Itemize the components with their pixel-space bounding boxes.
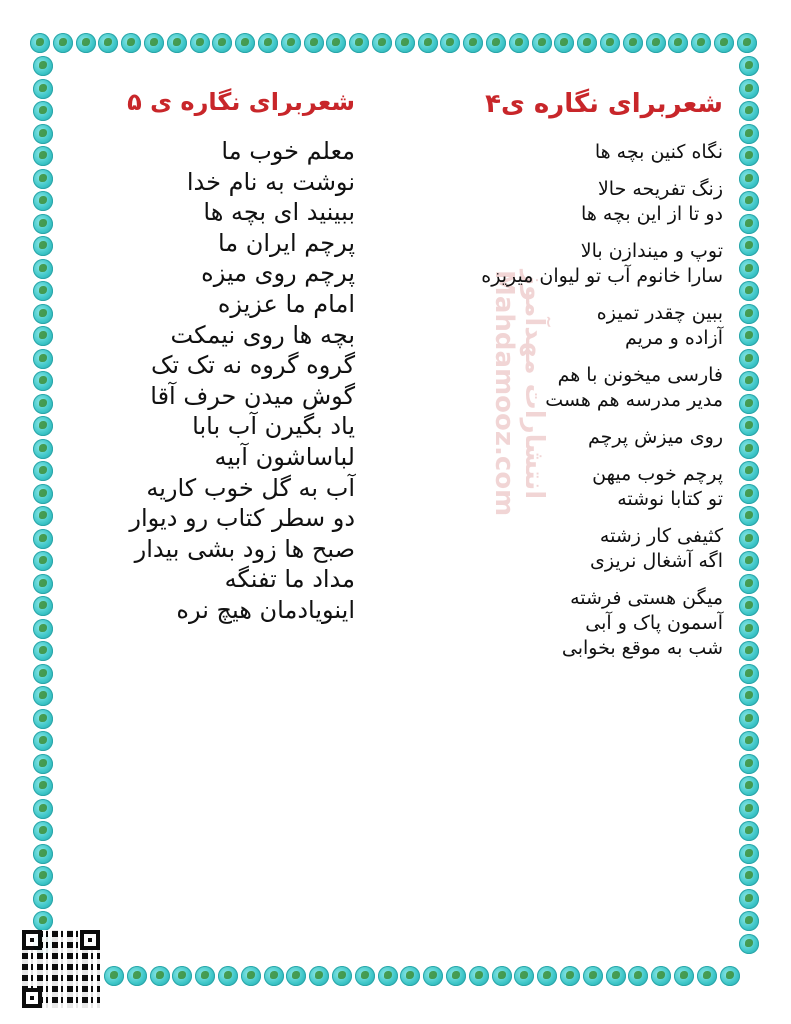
- globe-icon: [33, 304, 53, 324]
- globe-icon: [218, 966, 238, 986]
- globe-icon: [33, 551, 53, 571]
- poem-line: امام ما عزیزه: [217, 289, 355, 318]
- globe-icon: [739, 574, 759, 594]
- poem-4-stanza: [405, 239, 723, 289]
- poem-line: ببینید ای بچه ها: [203, 198, 355, 227]
- globe-icon: [349, 33, 369, 53]
- globe-icon: [195, 966, 215, 986]
- poem-line: سارا خانوم آب تو لیوان میریزه: [481, 265, 723, 287]
- globe-icon: [739, 619, 759, 639]
- poem-line: بچه ها روی نیمکت: [170, 320, 355, 349]
- poem-line: آسمون پاک و آبی: [585, 612, 723, 634]
- poem-4-stanza: [405, 177, 723, 227]
- globe-icon: [446, 966, 466, 986]
- poem-4-stanza: [405, 586, 723, 661]
- globe-icon: [583, 966, 603, 986]
- poem-line: کثیفی کار زشته: [599, 525, 723, 547]
- globe-icon: [33, 214, 53, 234]
- poem-5-column: [55, 82, 355, 626]
- globe-icon: [492, 966, 512, 986]
- globe-icon: [697, 966, 717, 986]
- poem-line: پرچم خوب میهن: [592, 463, 723, 485]
- poem-line: یاد بگیرن آب بابا: [192, 412, 355, 441]
- globe-icon: [104, 966, 124, 986]
- globe-icon: [440, 33, 460, 53]
- poem-line: اگه آشغال نریزی: [590, 550, 723, 572]
- poem-line: تو کتابا نوشته: [617, 488, 723, 510]
- globe-icon: [560, 966, 580, 986]
- poem-line: روی میزش پرچم: [587, 426, 723, 448]
- globe-icon: [739, 529, 759, 549]
- globe-icon: [691, 33, 711, 53]
- qr-finder-mark: [22, 988, 42, 1008]
- globe-icon: [150, 966, 170, 986]
- globe-icon: [33, 349, 53, 369]
- globe-icon: [606, 966, 626, 986]
- globe-icon: [668, 33, 688, 53]
- poem-line: مداد ما تفنگه: [224, 565, 355, 594]
- globe-icon: [286, 966, 306, 986]
- globe-icon: [281, 33, 301, 53]
- poem-line: آزاده و مریم: [625, 327, 723, 349]
- globe-icon: [33, 754, 53, 774]
- globe-icon: [172, 966, 192, 986]
- poem-line: نگاه کنین بچه ها: [594, 141, 723, 163]
- globe-icon: [739, 506, 759, 526]
- globe-icon: [167, 33, 187, 53]
- poem-line: شب به موقع بخوابی: [561, 637, 723, 659]
- globe-icon: [739, 281, 759, 301]
- globe-icon: [33, 416, 53, 436]
- globe-icon: [241, 966, 261, 986]
- poem-line: اینویادمان هیچ نره: [176, 595, 355, 624]
- globe-icon: [33, 776, 53, 796]
- globe-icon: [212, 33, 232, 53]
- globe-icon: [33, 371, 53, 391]
- poem-line: پرچم روی میزه: [201, 259, 355, 288]
- globe-icon: [739, 461, 759, 481]
- qr-finder-mark: [22, 930, 42, 950]
- globe-icon: [739, 259, 759, 279]
- globe-icon: [372, 33, 392, 53]
- poem-line: ببین چقدر تمیزه: [596, 302, 723, 324]
- poem-line: گوش میدن حرف آقا: [150, 381, 355, 410]
- globe-icon: [739, 191, 759, 211]
- globe-icon: [33, 799, 53, 819]
- globe-icon: [33, 259, 53, 279]
- globe-icon: [623, 33, 643, 53]
- globe-icon: [537, 966, 557, 986]
- poem-4-stanza: [405, 140, 723, 165]
- globe-icon: [190, 33, 210, 53]
- globe-icon: [600, 33, 620, 53]
- globe-icon: [33, 709, 53, 729]
- globe-icon: [532, 33, 552, 53]
- globe-icon: [33, 281, 53, 301]
- globe-icon: [739, 731, 759, 751]
- globe-icon: [739, 79, 759, 99]
- globe-icon: [33, 574, 53, 594]
- poem-line: گروه گروه نه تک تک: [150, 351, 355, 380]
- globe-icon: [739, 326, 759, 346]
- globe-icon: [33, 866, 53, 886]
- globe-icon: [53, 33, 73, 53]
- globe-icon: [33, 56, 53, 76]
- poem-line: میگن هستی فرشته: [570, 587, 723, 609]
- globe-icon: [739, 484, 759, 504]
- globe-icon: [326, 33, 346, 53]
- globe-icon: [33, 146, 53, 166]
- globe-icon: [739, 214, 759, 234]
- poem-4-stanza: [405, 363, 723, 413]
- globe-icon: [739, 889, 759, 909]
- poem-5-title: شعربرای نگاره ی ۵: [127, 88, 355, 116]
- globe-icon: [33, 439, 53, 459]
- globe-icon: [739, 394, 759, 414]
- poem-line: صبح ها زود بشی بیدار: [134, 534, 355, 563]
- globe-icon: [739, 551, 759, 571]
- globe-icon: [739, 236, 759, 256]
- globe-icon: [739, 934, 759, 954]
- globe-icon: [628, 966, 648, 986]
- globe-icon: [121, 33, 141, 53]
- globe-icon: [33, 686, 53, 706]
- qr-code-icon: [22, 930, 100, 1008]
- poem-line: فارسی میخونن با هم: [557, 364, 723, 386]
- globe-icon: [739, 754, 759, 774]
- globe-icon: [33, 529, 53, 549]
- publisher-watermark: انتشارات مهدآموز Mahdamooz.com: [489, 270, 549, 517]
- poem-4-stanza: [405, 425, 723, 450]
- qr-finder-mark: [80, 930, 100, 950]
- globe-icon: [33, 619, 53, 639]
- poem-5-body: [55, 136, 355, 626]
- globe-icon: [33, 461, 53, 481]
- globe-icon: [304, 33, 324, 53]
- poem-4-body: [405, 140, 723, 661]
- globe-icon: [739, 349, 759, 369]
- globe-icon: [76, 33, 96, 53]
- globe-icon: [739, 821, 759, 841]
- globe-icon: [33, 664, 53, 684]
- poem-4-stanza: [405, 524, 723, 574]
- poem-line: توپ و میندازن بالا: [580, 240, 723, 262]
- globe-icon: [264, 966, 284, 986]
- globe-icon: [739, 866, 759, 886]
- globe-icon: [423, 966, 443, 986]
- globe-icon: [739, 799, 759, 819]
- globe-icon: [144, 33, 164, 53]
- globe-icon: [33, 191, 53, 211]
- globe-icon: [33, 124, 53, 144]
- poem-line: نوشت به نام خدا: [186, 167, 355, 196]
- poem-line: لباساشون آبیه: [214, 442, 355, 471]
- globe-icon: [33, 79, 53, 99]
- globe-icon: [400, 966, 420, 986]
- globe-icon: [33, 484, 53, 504]
- globe-icon: [646, 33, 666, 53]
- globe-icon: [33, 596, 53, 616]
- globe-icon: [332, 966, 352, 986]
- globe-icon: [33, 326, 53, 346]
- globe-icon: [30, 33, 50, 53]
- poem-line: دو تا از این بچه ها: [581, 203, 723, 225]
- poem-line: آب به گل خوب کاریه: [146, 473, 355, 502]
- globe-icon: [739, 709, 759, 729]
- poem-4-title: شعربرای نگاره ی۴: [485, 89, 723, 119]
- globe-icon: [714, 33, 734, 53]
- globe-icon: [739, 124, 759, 144]
- globe-icon: [739, 169, 759, 189]
- globe-icon: [577, 33, 597, 53]
- globe-icon: [258, 33, 278, 53]
- globe-icon: [739, 56, 759, 76]
- poem-4-stanza: [405, 462, 723, 512]
- globe-icon: [739, 439, 759, 459]
- globe-icon: [720, 966, 740, 986]
- globe-icon: [486, 33, 506, 53]
- poem-4-stanza: [405, 301, 723, 351]
- globe-icon: [33, 911, 53, 931]
- poem-line: مدیر مدرسه هم هست: [545, 389, 723, 411]
- globe-icon: [469, 966, 489, 986]
- globe-icon: [235, 33, 255, 53]
- globe-icon: [739, 416, 759, 436]
- globe-icon: [33, 101, 53, 121]
- globe-icon: [98, 33, 118, 53]
- globe-icon: [463, 33, 483, 53]
- globe-icon: [739, 776, 759, 796]
- globe-icon: [674, 966, 694, 986]
- poem-line: دو سطر کتاب رو دیوار: [129, 504, 355, 533]
- globe-icon: [33, 641, 53, 661]
- globe-icon: [509, 33, 529, 53]
- globe-icon: [651, 966, 671, 986]
- globe-icon: [33, 821, 53, 841]
- globe-icon: [739, 146, 759, 166]
- globe-icon: [418, 33, 438, 53]
- poem-4-column: [405, 82, 723, 673]
- globe-icon: [33, 731, 53, 751]
- globe-icon: [378, 966, 398, 986]
- globe-icon: [514, 966, 534, 986]
- globe-icon: [33, 394, 53, 414]
- globe-icon: [127, 966, 147, 986]
- poem-line: زنگ تفریحه حالا: [597, 178, 723, 200]
- globe-icon: [739, 641, 759, 661]
- globe-icon: [739, 596, 759, 616]
- globe-icon: [309, 966, 329, 986]
- poem-line: پرچم ایران ما: [217, 228, 355, 257]
- globe-icon: [739, 911, 759, 931]
- globe-icon: [739, 101, 759, 121]
- globe-icon: [737, 33, 757, 53]
- globe-icon: [554, 33, 574, 53]
- globe-icon: [739, 371, 759, 391]
- globe-icon: [739, 304, 759, 324]
- globe-icon: [739, 686, 759, 706]
- globe-icon: [395, 33, 415, 53]
- globe-icon: [33, 169, 53, 189]
- globe-icon: [33, 844, 53, 864]
- globe-icon: [739, 844, 759, 864]
- globe-icon: [33, 236, 53, 256]
- globe-icon: [739, 664, 759, 684]
- poem-line: معلم خوب ما: [221, 137, 355, 165]
- globe-icon: [33, 506, 53, 526]
- globe-icon: [355, 966, 375, 986]
- globe-icon: [33, 889, 53, 909]
